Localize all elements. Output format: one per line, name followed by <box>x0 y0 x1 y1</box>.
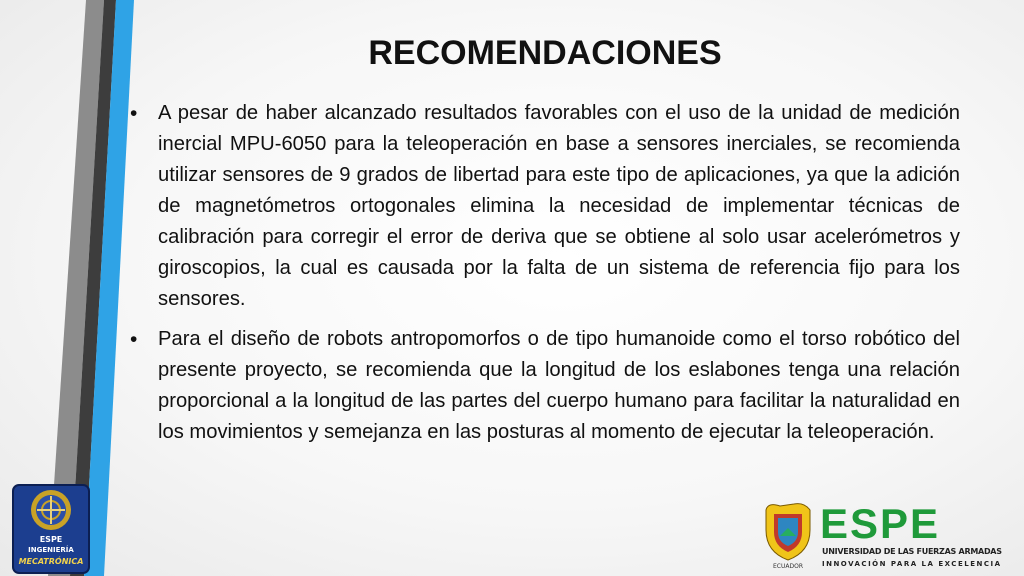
badge-line3: MECATRÓNICA <box>18 557 84 566</box>
espe-wordmark: ESPE <box>820 500 941 547</box>
bullet-list <box>128 98 960 457</box>
slide-title: RECOMENDACIONES <box>368 34 722 72</box>
badge-line1: ESPE <box>39 535 63 544</box>
bullet-icon: • <box>130 328 138 351</box>
university-tagline: INNOVACIÓN PARA LA EXCELENCIA <box>822 560 1002 568</box>
university-name: UNIVERSIDAD DE LAS FUERZAS ARMADAS <box>822 547 1002 556</box>
shield-emblem-icon <box>766 504 810 570</box>
badge-line2: INGENIERÍA <box>28 546 74 554</box>
bullet-text: Para el diseño de robots antropomorfos o de tipo humanoide como el torso robótico del presente proyecto, se recomienda que la longitud de los eslabones tenga una relación proporcional a la longitud de las partes del cuerpo humano para facilitar la naturalidad en los movimientos y semejanza en las posturas al momento de ejecutar la teleoperación. <box>158 328 960 443</box>
gear-icon <box>31 490 71 530</box>
espe-university-logo <box>760 500 1010 572</box>
emblem-label: ECUADOR <box>773 563 803 570</box>
bullet-item <box>128 324 960 448</box>
bullet-icon: • <box>130 102 138 125</box>
bullet-item <box>128 98 960 315</box>
mechatronics-badge-logo <box>12 484 90 574</box>
bullet-text: A pesar de haber alcanzado resultados favorables con el uso de la unidad de medición inercial MPU-6050 para la teleoperación en base a sensores inerciales, se recomienda utilizar sensores de 9 grados de libertad para este tipo de aplicaciones, ya que la adición de magnetómetros ortogonales elimina la necesidad de implementar técnicas de calibración para corregir el error de deriva que se obtiene al solo usar acelerómetros y giroscopios, la cual es causada por la falta de un sistema de referencia fijo para los sensores. <box>158 102 960 310</box>
